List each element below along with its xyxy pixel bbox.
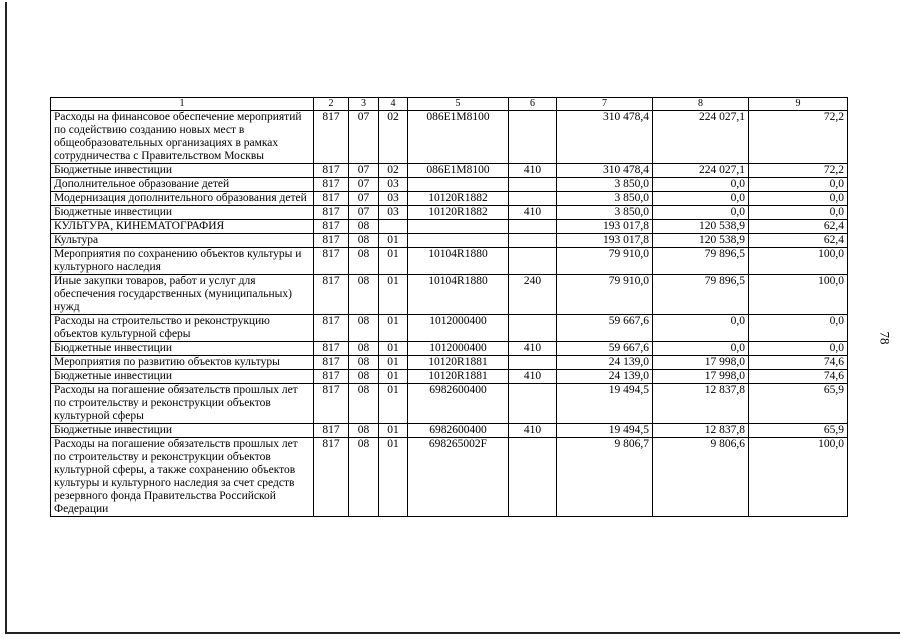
col-6-cell: 240 (509, 275, 557, 315)
budget-table (50, 97, 848, 517)
table-row (51, 111, 848, 164)
col-name-cell: Мероприятия по сохранению объектов культуры и культурного наследия (51, 248, 314, 275)
col-2-cell: 817 (314, 164, 349, 178)
col-3-cell: 07 (349, 111, 379, 164)
col-4-cell: 01 (379, 438, 408, 517)
col-8-cell: 9 806,6 (653, 438, 749, 517)
col-name-cell: Бюджетные инвестиции (51, 206, 314, 220)
col-7-cell: 59 667,6 (557, 342, 653, 356)
table-row (51, 192, 848, 206)
table-row (51, 438, 848, 517)
col-3-cell: 08 (349, 384, 379, 424)
table-row (51, 384, 848, 424)
col-name-cell: Мероприятия по развитию объектов культуры (51, 356, 314, 370)
header-cell-8: 8 (653, 98, 749, 111)
col-name-cell: Иные закупки товаров, работ и услуг для обеспечения государственных (муниципальных) нужд (51, 275, 314, 315)
table-row (51, 234, 848, 248)
col-name-cell: Бюджетные инвестиции (51, 342, 314, 356)
col-2-cell: 817 (314, 342, 349, 356)
col-name-cell: Расходы на строительство и реконструкцию объектов культурной сферы (51, 315, 314, 342)
col-9-cell: 100,0 (749, 438, 848, 517)
col-2-cell: 817 (314, 356, 349, 370)
header-cell-5: 5 (408, 98, 509, 111)
col-9-cell: 0,0 (749, 178, 848, 192)
table-row (51, 248, 848, 275)
col-9-cell: 74,6 (749, 356, 848, 370)
col-5-cell: 086E1M8100 (408, 164, 509, 178)
col-3-cell: 07 (349, 192, 379, 206)
col-7-cell: 310 478,4 (557, 164, 653, 178)
col-name-cell: Модернизация дополнительного образования детей (51, 192, 314, 206)
col-7-cell: 310 478,4 (557, 111, 653, 164)
col-4-cell: 01 (379, 370, 408, 384)
col-2-cell: 817 (314, 234, 349, 248)
col-5-cell: 698265002F (408, 438, 509, 517)
col-8-cell: 0,0 (653, 178, 749, 192)
col-5-cell: 10104R1880 (408, 248, 509, 275)
col-9-cell: 65,9 (749, 384, 848, 424)
col-4-cell: 01 (379, 384, 408, 424)
col-name-cell: Бюджетные инвестиции (51, 424, 314, 438)
col-7-cell: 79 910,0 (557, 248, 653, 275)
col-4-cell: 01 (379, 315, 408, 342)
col-7-cell: 3 850,0 (557, 178, 653, 192)
col-9-cell: 100,0 (749, 248, 848, 275)
col-name-cell: Расходы на погашение обязательств прошлых лет по строительству и реконструкции объектов культурной сферы (51, 384, 314, 424)
col-7-cell: 24 139,0 (557, 356, 653, 370)
col-7-cell: 9 806,7 (557, 438, 653, 517)
col-6-cell: 410 (509, 424, 557, 438)
col-7-cell: 59 667,6 (557, 315, 653, 342)
table-header (51, 98, 848, 111)
col-3-cell: 08 (349, 275, 379, 315)
col-5-cell: 10120R1882 (408, 206, 509, 220)
col-9-cell: 0,0 (749, 342, 848, 356)
col-5-cell: 10120R1881 (408, 356, 509, 370)
col-8-cell: 12 837,8 (653, 424, 749, 438)
col-6-cell: 410 (509, 342, 557, 356)
col-9-cell: 0,0 (749, 315, 848, 342)
col-3-cell: 08 (349, 248, 379, 275)
col-9-cell: 72,2 (749, 164, 848, 178)
col-2-cell: 817 (314, 220, 349, 234)
col-4-cell: 02 (379, 164, 408, 178)
table-row (51, 342, 848, 356)
col-9-cell: 62,4 (749, 220, 848, 234)
col-4-cell: 01 (379, 275, 408, 315)
col-3-cell: 08 (349, 424, 379, 438)
col-8-cell: 120 538,9 (653, 220, 749, 234)
table-row (51, 164, 848, 178)
col-5-cell: 10120R1881 (408, 370, 509, 384)
header-cell-2: 2 (314, 98, 349, 111)
col-9-cell: 65,9 (749, 424, 848, 438)
col-5-cell: 10104R1880 (408, 275, 509, 315)
col-8-cell: 224 027,1 (653, 164, 749, 178)
header-cell-1: 1 (51, 98, 314, 111)
col-6-cell (509, 248, 557, 275)
col-6-cell: 410 (509, 206, 557, 220)
col-name-cell: Дополнительное образование детей (51, 178, 314, 192)
col-name-cell: Расходы на финансовое обеспечение мероприятий по содействию созданию новых мест в общеобразовательных организациях в рамках сотрудничества с Правительством Москвы (51, 111, 314, 164)
col-2-cell: 817 (314, 248, 349, 275)
col-5-cell: 10120R1882 (408, 192, 509, 206)
table-body (51, 111, 848, 517)
col-4-cell: 03 (379, 178, 408, 192)
col-8-cell: 120 538,9 (653, 234, 749, 248)
page-number: 78 (877, 331, 893, 345)
header-cell-3: 3 (349, 98, 379, 111)
col-9-cell: 100,0 (749, 275, 848, 315)
col-8-cell: 0,0 (653, 206, 749, 220)
col-7-cell: 193 017,8 (557, 220, 653, 234)
header-cell-6: 6 (509, 98, 557, 111)
header-cell-9: 9 (749, 98, 848, 111)
col-2-cell: 817 (314, 424, 349, 438)
col-4-cell: 01 (379, 234, 408, 248)
col-7-cell: 3 850,0 (557, 206, 653, 220)
header-cell-7: 7 (557, 98, 653, 111)
col-6-cell (509, 111, 557, 164)
col-5-cell: 1012000400 (408, 315, 509, 342)
col-3-cell: 08 (349, 234, 379, 248)
col-2-cell: 817 (314, 384, 349, 424)
col-name-cell: КУЛЬТУРА, КИНЕМАТОГРАФИЯ (51, 220, 314, 234)
header-row (51, 98, 848, 111)
col-7-cell: 19 494,5 (557, 424, 653, 438)
col-7-cell: 3 850,0 (557, 192, 653, 206)
col-7-cell: 193 017,8 (557, 234, 653, 248)
table-row (51, 315, 848, 342)
col-2-cell: 817 (314, 111, 349, 164)
col-name-cell: Расходы на погашение обязательств прошлых лет по строительству и реконструкции объектов культурной сферы, а также сохранению объектов культуры и культурного наследия за счет средств резервного фонда Правительства Российской Федерации (51, 438, 314, 517)
col-6-cell (509, 438, 557, 517)
col-7-cell: 24 139,0 (557, 370, 653, 384)
col-5-cell: 6982600400 (408, 384, 509, 424)
col-7-cell: 79 910,0 (557, 275, 653, 315)
col-4-cell: 01 (379, 356, 408, 370)
col-9-cell: 0,0 (749, 192, 848, 206)
col-6-cell (509, 356, 557, 370)
col-3-cell: 07 (349, 178, 379, 192)
col-3-cell: 07 (349, 206, 379, 220)
col-name-cell: Бюджетные инвестиции (51, 370, 314, 384)
table-row (51, 424, 848, 438)
col-8-cell: 224 027,1 (653, 111, 749, 164)
col-5-cell: 086E1M8100 (408, 111, 509, 164)
col-4-cell: 01 (379, 424, 408, 438)
header-cell-4: 4 (379, 98, 408, 111)
col-6-cell (509, 234, 557, 248)
col-6-cell (509, 384, 557, 424)
col-8-cell: 79 896,5 (653, 248, 749, 275)
col-2-cell: 817 (314, 275, 349, 315)
table-row (51, 178, 848, 192)
col-3-cell: 08 (349, 370, 379, 384)
col-9-cell: 72,2 (749, 111, 848, 164)
col-2-cell: 817 (314, 192, 349, 206)
col-8-cell: 12 837,8 (653, 384, 749, 424)
col-8-cell: 79 896,5 (653, 275, 749, 315)
col-6-cell: 410 (509, 164, 557, 178)
col-4-cell: 02 (379, 111, 408, 164)
col-name-cell: Культура (51, 234, 314, 248)
col-4-cell: 01 (379, 248, 408, 275)
col-8-cell: 17 998,0 (653, 356, 749, 370)
col-4-cell (379, 220, 408, 234)
col-3-cell: 08 (349, 220, 379, 234)
col-9-cell: 0,0 (749, 206, 848, 220)
col-5-cell: 1012000400 (408, 342, 509, 356)
col-2-cell: 817 (314, 438, 349, 517)
table-row (51, 220, 848, 234)
col-4-cell: 03 (379, 206, 408, 220)
col-8-cell: 0,0 (653, 342, 749, 356)
col-3-cell: 07 (349, 164, 379, 178)
col-3-cell: 08 (349, 438, 379, 517)
col-8-cell: 0,0 (653, 315, 749, 342)
col-9-cell: 74,6 (749, 370, 848, 384)
col-3-cell: 08 (349, 315, 379, 342)
col-2-cell: 817 (314, 206, 349, 220)
col-name-cell: Бюджетные инвестиции (51, 164, 314, 178)
col-5-cell (408, 234, 509, 248)
col-8-cell: 17 998,0 (653, 370, 749, 384)
col-5-cell (408, 178, 509, 192)
col-6-cell: 410 (509, 370, 557, 384)
col-5-cell (408, 220, 509, 234)
col-6-cell (509, 315, 557, 342)
col-2-cell: 817 (314, 178, 349, 192)
col-2-cell: 817 (314, 315, 349, 342)
col-4-cell: 03 (379, 192, 408, 206)
col-4-cell: 01 (379, 342, 408, 356)
table-row (51, 206, 848, 220)
col-2-cell: 817 (314, 370, 349, 384)
col-5-cell: 6982600400 (408, 424, 509, 438)
col-3-cell: 08 (349, 342, 379, 356)
col-3-cell: 08 (349, 356, 379, 370)
table-row (51, 356, 848, 370)
table-row (51, 275, 848, 315)
col-7-cell: 19 494,5 (557, 384, 653, 424)
col-6-cell (509, 220, 557, 234)
col-6-cell (509, 178, 557, 192)
table-row (51, 370, 848, 384)
col-8-cell: 0,0 (653, 192, 749, 206)
col-9-cell: 62,4 (749, 234, 848, 248)
col-6-cell (509, 192, 557, 206)
